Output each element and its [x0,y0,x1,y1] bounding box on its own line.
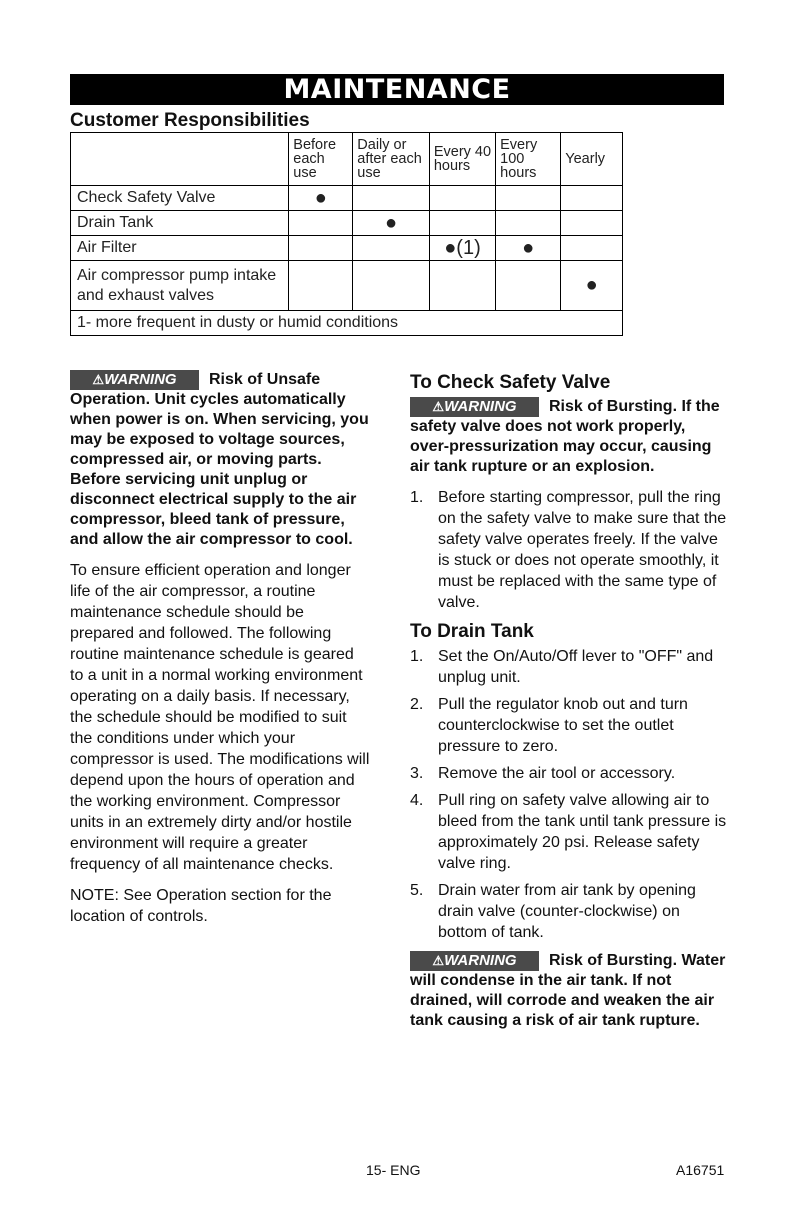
list-item: 2. Pull the regulator knob out and turn counterclockwise to set the outlet pressure to zero. [410,696,688,755]
bursting-warning: ⚠WARNING Risk of Bursting. If the safety valve does not work properly, over-pressurization may occur, causing air tank rupture or an explosion. [410,398,720,475]
schedule-mark: ● [289,186,353,211]
table-header-row [71,133,623,186]
table-footnote-row [71,311,623,336]
warning-badge: ⚠WARNING [410,397,539,417]
note-label: NOTE: [70,887,119,904]
header-cell: Every 100 hours [496,133,561,186]
schedule-mark [496,261,561,311]
section-banner: MAINTENANCE [70,74,724,105]
schedule-mark [289,236,353,261]
list-item: 4. Pull ring on safety valve allowing air to bleed from the tank until tank pressure is approximately 20 psi. Release safety valve ring. [410,792,727,872]
right-column [410,370,728,1041]
schedule-mark [429,211,495,236]
task-cell: Air Filter [71,236,289,261]
schedule-mark: ● [496,236,561,261]
alert-triangle-icon: ⚠ [92,372,105,387]
header-cell: Daily or after each use [353,133,430,186]
schedule-mark [561,186,623,211]
schedule-mark [496,186,561,211]
schedule-mark [353,186,430,211]
schedule-mark [353,236,430,261]
schedule-mark [289,211,353,236]
table-row [71,211,623,236]
alert-triangle-icon: ⚠ [432,399,445,414]
table-row [71,186,623,211]
schedule-mark: ● [353,211,430,236]
schedule-mark: ● [561,261,623,311]
alert-triangle-icon: ⚠ [432,953,445,968]
document-code: A16751 [676,1162,725,1178]
table-footnote: 1- more frequent in dusty or humid conditions [71,311,623,336]
drain-tank-heading: To Drain Tank [410,621,534,642]
note-paragraph [70,885,370,927]
page-number: 15- ENG [366,1162,421,1178]
table-row [71,261,623,311]
safety-valve-heading: To Check Safety Valve [410,372,611,393]
maintenance-intro-paragraph: To ensure efficient operation and longer life of the air compressor, a routine maintenance schedule should be prepared and followed. The following routine maintenance schedule is geared to a unit in a normal working environment operating on a daily basis. If necessary, the schedule should be modified to suit the conditions under which your compressor is used. The modifications will depend upon the hours of operation and the working environment. Compressor units in an extremely dirty and/or hostile environment will require a greater frequency of all maintenance checks. [70,562,370,873]
header-cell: Before each use [289,133,353,186]
header-cell [71,133,289,186]
schedule-mark [353,261,430,311]
schedule-mark: ●(1) [429,236,495,261]
header-cell: Yearly [561,133,623,186]
task-cell: Drain Tank [71,211,289,236]
schedule-mark [429,261,495,311]
list-item: 1. Before starting compressor, pull the ring on the safety valve to make sure that the safety valve operates freely. If the valve is stuck or does not operate smoothly, it must be replaced with the same type of valve. [410,489,727,611]
list-item: 3. Remove the air tool or accessory. [410,765,676,782]
schedule-mark [289,261,353,311]
schedule-mark [561,236,623,261]
task-cell: Check Safety Valve [71,186,289,211]
unsafe-operation-warning: ⚠WARNING Risk of Unsafe Operation. Unit cycles automatically when power is on. When servicing, you may be exposed to voltage sources, compressed air, or moving parts. Before servicing unit unplug or disconnect electrical supply to the air compressor, bleed tank of pressure, and allow the air compressor to cool. [70,371,369,548]
safety-valve-steps [410,487,728,613]
left-column [70,370,370,937]
condensation-warning: ⚠WARNING Risk of Bursting. Water will condense in the air tank. If not drained, will corrode and weaken the air tank causing a risk of air tank rupture. [410,952,726,1029]
header-cell: Every 40 hours [429,133,495,186]
task-cell: Air compressor pump intake and exhaust valves [71,261,289,311]
note-text: See Operation section for the location of controls. [70,887,332,925]
table-row [71,236,623,261]
schedule-mark [561,211,623,236]
schedule-mark [429,186,495,211]
list-item: 5. Drain water from air tank by opening drain valve (counter-clockwise) on bottom of tank. [410,882,696,941]
schedule-mark [496,211,561,236]
maintenance-schedule-table [70,132,623,336]
drain-tank-steps [410,646,728,943]
warning-badge: ⚠WARNING [70,370,199,390]
list-item: 1. Set the On/Auto/Off lever to "OFF" and unplug unit. [410,648,714,686]
warning-badge: ⚠WARNING [410,951,539,971]
section-subheading: Customer Responsibilities [70,110,310,131]
